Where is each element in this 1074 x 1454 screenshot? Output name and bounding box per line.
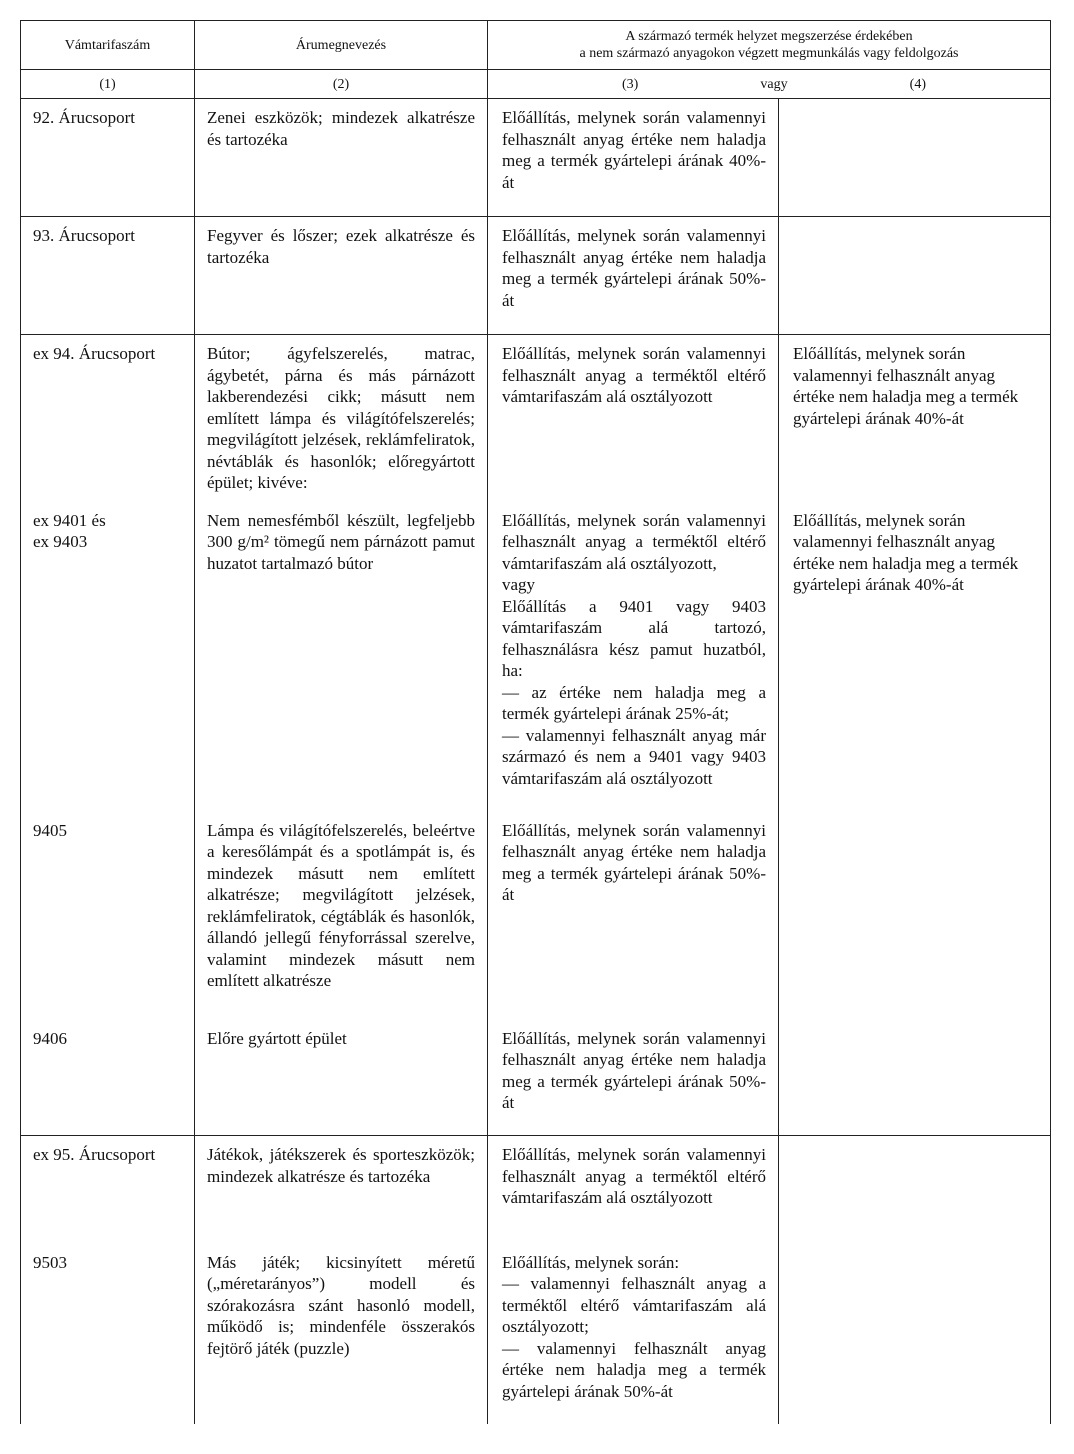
goods-description: Játékok, játékszerek és sporteszközök; mindezek alkatrésze és tartozéka: [195, 1136, 488, 1244]
processing-rule: [488, 1244, 779, 1424]
goods-description: Lámpa és világítófelszerelés, beleértve a keresőlámpát és a spotlámpát is, és mindezek másutt nem említett alkatrésze; megvilágított jelzések, reklámfeliratok, cégtáblák és hasonlók, állandó jellegű fényforrással szerelve, valamint mindezek másutt nem említett alkatrésze: [195, 812, 488, 1020]
column-number-3: (3): [622, 76, 639, 92]
processing-rule: [488, 502, 779, 812]
goods-description: Zenei eszközök; mindezek alkatrésze és tartozéka: [195, 99, 488, 217]
processing-rule: Előállítás, melynek során valamennyi felhasznált anyag értéke nem haladja meg a termék gyártelepi árának 40%-át: [488, 99, 779, 217]
tariff-code: ex 94. Árucsoport: [21, 335, 195, 502]
table-row: [21, 1244, 1051, 1424]
alternative-rule: Előállítás, melynek során valamennyi felhasznált anyag értéke nem haladja meg a termék gyártelepi árának 40%-át: [779, 502, 1051, 812]
alternative-rule: [779, 217, 1051, 335]
processing-rule: Előállítás, melynek során valamennyi felhasznált anyag értéke nem haladja meg a termék gyártelepi árának 50%-át: [488, 812, 779, 1020]
table-row: [21, 217, 1051, 335]
header-processing: [488, 21, 1051, 70]
column-number-4: (4): [909, 76, 926, 92]
goods-description: Nem nemesfémből készült, legfeljebb 300 g/m² tömegű nem párnázott pamut huzatot tartalmazó bútor: [195, 502, 488, 812]
processing-rule-part: Előállítás, melynek során valamennyi felhasznált anyag a terméktől eltérő vámtarifaszám alá osztályozott,: [502, 510, 766, 573]
table-row: [21, 99, 1051, 217]
processing-rule-condition: — valamennyi felhasznált anyag értéke nem haladja meg a termék gyártelepi árának 50%-át: [502, 1338, 766, 1401]
tariff-code: ex 9401 és ex 9403: [21, 502, 195, 812]
processing-rule: Előállítás, melynek során valamennyi felhasznált anyag a terméktől eltérő vámtarifaszám alá osztályozott: [488, 335, 779, 502]
alternative-rule: Előállítás, melynek során valamennyi felhasznált anyag értéke nem haladja meg a termék gyártelepi árának 40%-át: [779, 335, 1051, 502]
column-number-row: [21, 70, 1051, 99]
header-processing-line1: A származó termék helyzet megszerzése érdekében: [625, 29, 913, 44]
header-tariff-number: Vámtarifaszám: [21, 21, 195, 70]
processing-rule-part: Előállítás, melynek során:: [502, 1252, 680, 1272]
alternative-rule: [779, 99, 1051, 217]
tariff-code: 9503: [21, 1244, 195, 1424]
alternative-rule: [779, 1136, 1051, 1244]
tariff-code: 93. Árucsoport: [21, 217, 195, 335]
alternative-rule: [779, 812, 1051, 1020]
table-row: [21, 1136, 1051, 1244]
goods-description: Fegyver és lőszer; ezek alkatrésze és tartozéka: [195, 217, 488, 335]
goods-description: Bútor; ágyfelszerelés, matrac, ágybetét, párna és más párnázott lakberendezési cikk; másutt nem említett lámpa és világítófelszerelés; megvilágított jelzések, reklámfeliratok, névtáblák és hasonlók; előregyártott épület; kivéve:: [195, 335, 488, 502]
tariff-code: ex 95. Árucsoport: [21, 1136, 195, 1244]
column-number-3-4: [488, 70, 1051, 99]
alternative-rule: [779, 1020, 1051, 1136]
table-row: [21, 502, 1051, 812]
table-row: [21, 1020, 1051, 1136]
tariff-code: 92. Árucsoport: [21, 99, 195, 217]
processing-rule-or: vagy: [502, 575, 536, 594]
processing-rule: Előállítás, melynek során valamennyi felhasznált anyag értéke nem haladja meg a termék gyártelepi árának 50%-át: [488, 1020, 779, 1136]
processing-rule: Előállítás, melynek során valamennyi felhasznált anyag értéke nem haladja meg a termék gyártelepi árának 50%-át: [488, 217, 779, 335]
table-row: [21, 335, 1051, 502]
origin-rules-table: [20, 20, 1051, 1424]
column-number-2: (2): [195, 70, 488, 99]
goods-description: Előre gyártott épület: [195, 1020, 488, 1136]
alternative-rule: [779, 1244, 1051, 1424]
column-number-1: (1): [21, 70, 195, 99]
goods-description: Más játék; kicsinyített méretű („méretarányos”) modell és szórakozásra szánt hasonló modell, működő is; mindenféle összerakós fejtörő játék (puzzle): [195, 1244, 488, 1424]
table-row: [21, 812, 1051, 1020]
tariff-code: 9405: [21, 812, 195, 1020]
header-goods-description: Árumegnevezés: [195, 21, 488, 70]
tariff-code: 9406: [21, 1020, 195, 1136]
column-number-or: vagy: [760, 76, 788, 92]
header-row: [21, 21, 1051, 70]
header-processing-line2: a nem származó anyagokon végzett megmunkálás vagy feldolgozás: [579, 46, 959, 61]
processing-rule-part: Előállítás a 9401 vagy 9403 vámtarifaszám alá tartozó, felhasználásra kész pamut huzatból, ha:: [502, 596, 766, 680]
processing-rule-condition: — valamennyi felhasznált anyag a terméktől eltérő vámtarifaszám alá osztályozott;: [502, 1274, 766, 1336]
processing-rule-condition: — valamennyi felhasznált anyag már származó és nem a 9401 vagy 9403 vámtarifaszám alá osztályozott: [502, 725, 766, 788]
processing-rule-condition: — az értéke nem haladja meg a termék gyártelepi árának 25%-át;: [502, 682, 766, 723]
processing-rule: Előállítás, melynek során valamennyi felhasznált anyag a terméktől eltérő vámtarifaszám alá osztályozott: [488, 1136, 779, 1244]
